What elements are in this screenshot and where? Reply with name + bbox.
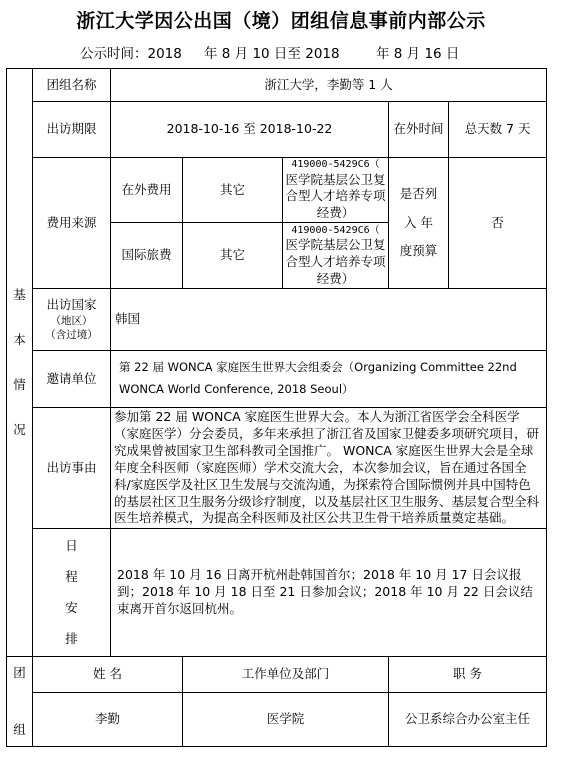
reason-label: 出访事由 (33, 408, 111, 529)
publicity-label: 公示时间：2018 (80, 46, 182, 62)
group-name-label: 团组名称 (33, 69, 111, 102)
funding-label: 费用来源 (33, 158, 111, 289)
country-value: 韩国 (111, 289, 547, 351)
table-row (7, 693, 547, 747)
section-basic-info: 基 本 情 况 (7, 69, 33, 657)
abroad-cost-type: 其它 (183, 158, 283, 223)
member-position: 公卫系综合办公室主任 (389, 693, 547, 747)
reason-value: 参加第 22 届 WONCA 家庭医生世界大会。本人为浙江省医学会全科医学（家庭医学）分会委员，多年来承担了浙江省及国家卫健委多项研究项目，研究成果曾被国家卫生部科教司全国推广。 WONCA 家庭医生世界大会是全球年度全科医师（家庭医师）学术交流大会，本次参加会议，旨在通过各国全科/家庭医学及社区卫生发展与交流沟通，为探索符合国际惯例并具中国特色的基层社区卫生服务分级诊疗制度，以及基层社区卫生服务、基层复合型全科医生培养模式，为提高全科医师及社区公共卫生骨干培养质量奠定基础。 (111, 408, 547, 529)
abroad-time-label: 在外时间 (389, 102, 449, 158)
member-unit: 医学院 (183, 693, 389, 747)
section-group: 团 组 (7, 657, 33, 747)
schedule-value: 2018 年 10 月 16 日离开杭州赴韩国首尔；2018 年 10 月 17 日会议报到；2018 年 10 月 18 日至 21 日参加会议；2018 年 10 月 22 日会议结束离开首尔返回杭州。 (111, 529, 547, 657)
abroad-cost-label: 在外费用 (111, 158, 183, 223)
intl-travel-source: 419000-5429C6（ 医学院基层公卫复合型人才培养专项经费） (283, 223, 389, 289)
abroad-cost-source: 419000-5429C6（ 医学院基层公卫复合型人才培养专项经费） (283, 158, 389, 223)
member-name: 李勤 (33, 693, 183, 747)
intl-travel-type: 其它 (183, 223, 283, 289)
section-schedule: 日 程 安 排 (33, 529, 111, 657)
member-header-name: 姓 名 (33, 657, 183, 693)
budget-value: 否 (449, 158, 547, 289)
member-header-position: 职 务 (389, 657, 547, 693)
page-title: 浙江大学因公出国（境）团组信息事前内部公示 (76, 10, 486, 32)
abroad-time-value: 总天数 7 天 (449, 102, 547, 158)
publicity-start: 年 8 月 10 日至 2018 (204, 46, 340, 62)
country-label: 出访国家 （地区） （含过境） (33, 289, 111, 351)
period-label: 出访期限 (33, 102, 111, 158)
publicity-end: 年 8 月 16 日 (376, 46, 460, 62)
member-header-unit: 工作单位及部门 (183, 657, 389, 693)
inviter-label: 邀请单位 (33, 351, 111, 408)
inviter-value: 第 22 届 WONCA 家庭医生世界大会组委会（Organizing Committee 22nd WONCA World Conference, 2018 Seoul） (111, 351, 547, 408)
group-name-value: 浙江大学，李勤等 1 人 (111, 69, 547, 102)
budget-label: 是否列 入 年 度预算 (389, 158, 449, 289)
info-table (6, 68, 547, 747)
period-value: 2018-10-16 至 2018-10-22 (111, 102, 389, 158)
intl-travel-label: 国际旅费 (111, 223, 183, 289)
